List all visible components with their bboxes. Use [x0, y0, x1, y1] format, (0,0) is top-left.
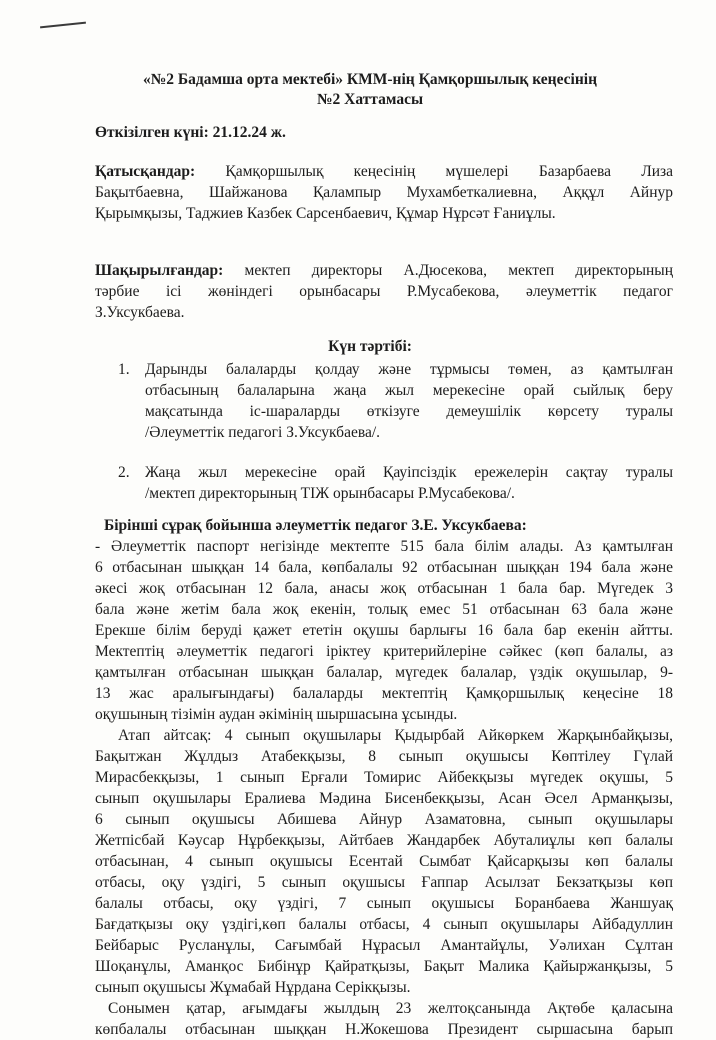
invited-line-3: З.Уксукбаева.: [95, 304, 185, 321]
date-line: Өткізілген күні: 21.12.24 ж.: [95, 124, 286, 141]
body-line: Мектептің әлеуметтік педагогі іріктеу критерийлеріне сәйкес (көп балалы, аз: [95, 643, 673, 660]
body-line: Сонымен қатар, ағымдағы жылдың 23 желтоқсанында Ақтөбе қаласына: [108, 1000, 673, 1017]
body-line: отбасы, оқу үздігі, 5 сынып оқушысы Ғаппар Асылзат Бекзатқызы көп: [95, 874, 673, 891]
agenda-item-1-line: Дарынды балаларды қолдау және тұрмысы төмен, аз қамтылған: [145, 361, 673, 378]
body-line: Ерекше білім беруді қажет ететін оқушы барлығы 16 бала бар екенін айтты.: [95, 622, 673, 639]
body-line: Бағдатқызы оқу үздігі,көп балалы отбасы, 4 сынып оқушылары Айбадуллин: [95, 916, 673, 933]
body-line: 6 отбасынан шыққан 14 бала, көпбалалы 92 отбасынан шыққан 194 бала және: [95, 559, 673, 576]
body-line: сынып оқушысы Жұмабай Нұрдана Серікқызы.: [95, 979, 411, 996]
participants-line-1: Қатысқандар: Қамқоршылық кеңесінің мүшелері Базарбаева Лиза: [95, 163, 674, 180]
body-line: Бақытжан Жұлдыз Атабекқызы, 8 сынып оқушысы Көптілеу Гүлай: [95, 748, 673, 765]
body-line: Атап айтсақ: 4 сынып оқушылары Қыдырбай Айкөркем Жарқынбайқызы,: [118, 727, 673, 744]
agenda-item-1-line: /Әлеуметтік педагогі З.Уксукбаева/.: [145, 424, 381, 441]
body-line: Жетпісбай Кәусар Нұрбекқызы, Айтбаев Жандарбек Абуталиұлы көп балалы: [95, 832, 673, 849]
agenda-item-2-number: 2.: [118, 464, 130, 481]
body-line: сынып оқушылары Ералиева Мәдина Бисенбекқызы, Асан Әсел Арманқызы,: [95, 790, 673, 807]
document-subtitle: №2 Хаттамасы: [316, 91, 424, 108]
agenda-title: Күн тәртібі:: [328, 338, 412, 355]
agenda-item-2-line: Жаңа жыл мерекесіне орай Қауіпсіздік ережелерін сақтау туралы: [145, 464, 673, 481]
body-line: қамтылған отбасынан шыққан балалар, мүгедек балалар, үздік оқушылар, 9-: [95, 664, 673, 681]
body-line: Мирасбекқызы, 1 сынып Ерғали Томирис Айбекқызы мүгедек оқушы, 5: [95, 769, 673, 786]
body-line: оқушының тізімін аудан әкімінің шыршасына ұсынды.: [95, 706, 458, 723]
body-line: балалы отбасы, оқу үздігі, 7 сынып оқушысы Боранбаева Жаншуақ: [95, 895, 673, 912]
agenda-item-2-line: /мектеп директорының ТІЖ орынбасары Р.Мусабекова/.: [145, 485, 515, 502]
body-line: бала және жетім бала жоқ екенін, толық емес 51 отбасынан 63 бала және: [95, 601, 673, 618]
body-line: 6 сынып оқушысы Абишева Айнур Азаматовна, сынып оқушылары: [95, 811, 673, 828]
participants-line-3: Қырымқызы, Таджиев Казбек Сарсенбаевич, Құмар Нұрсәт Ғаниұлы.: [95, 205, 556, 222]
body-line: көпбалалы отбасынан шыққан Н.Жокешова Президент сыршасына барып: [95, 1021, 673, 1038]
body-line: 13 жас аралығындағы) балаларды мектептің Қамқоршылық кеңесіне 18: [95, 685, 673, 702]
invited-line-1: Шақырылғандар: мектеп директоры А.Дюсекова, мектеп директорының: [95, 262, 674, 279]
agenda-item-1-number: 1.: [118, 361, 130, 378]
body-line: Шоқанұлы, Аманқос Бибінұр Қайратқызы, Бақыт Малика Қайыржанқызы, 5: [95, 958, 673, 975]
body-line: Бейбарыс Русланұлы, Сағымбай Нұрасыл Амантайұлы, Уәлихан Сұлтан: [95, 937, 673, 954]
body-line: отбасынан, 4 сынып оқушысы Есентай Сымбат Қайсарқызы көп балалы: [95, 853, 673, 870]
scan-mark: [40, 22, 86, 29]
agenda-item-1-line: мақсатында іс-шараларды өткізуге демеушілік көрсету туралы: [145, 403, 673, 420]
invited-line-2: тәрбие ісі жөніндегі орынбасары Р.Мусабекова, әлеуметтік педагог: [95, 283, 673, 300]
agenda-item-1-line: отбасының балаларына жаңа жыл мерекесіне орай сыйлық беру: [145, 382, 673, 399]
body-line: әкесі жоқ отбасынан 12 бала, анасы жоқ отбасынан 1 бала бар. Мүгедек 3: [95, 580, 673, 597]
participants-line-2: Бақытбаевна, Шайжанова Қалампыр Мухамбеткалиевна, Аққұл Айнур: [95, 184, 673, 201]
body-line: - Әлеуметтік паспорт негізінде мектепте 515 бала білім алады. Аз қамтылған: [95, 538, 673, 555]
document-title: «№2 Бадамша орта мектебі» КММ-нің Қамқоршылық кеңесінің: [142, 71, 598, 88]
first-question-heading: Бірінші сұрақ бойынша әлеуметтік педагог З.Е. Уксукбаева:: [104, 517, 527, 534]
